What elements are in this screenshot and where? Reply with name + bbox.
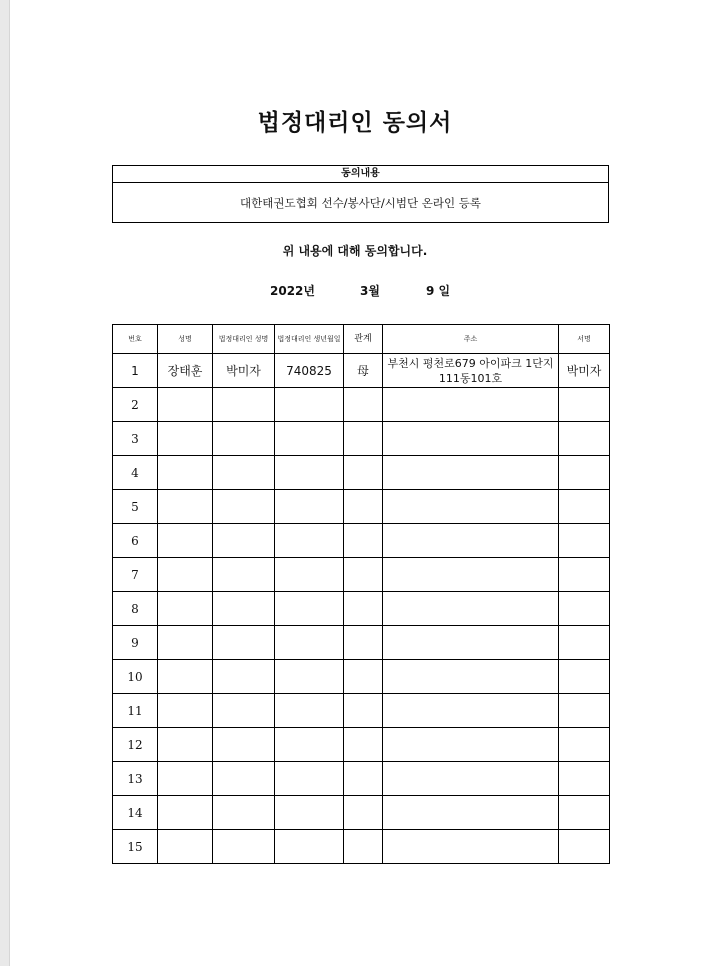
cell-relation xyxy=(344,524,383,558)
header-relation: 관계 xyxy=(344,325,383,354)
cell-name xyxy=(158,728,213,762)
cell-relation xyxy=(344,558,383,592)
cell-no: 6 xyxy=(113,524,158,558)
cell-signature xyxy=(559,728,610,762)
cell-no: 9 xyxy=(113,626,158,660)
consent-text: 대한태권도협회 선수/봉사단/시범단 온라인 등록 xyxy=(240,196,481,210)
cell-guardian-birth xyxy=(275,796,344,830)
cell-guardian-birth xyxy=(275,524,344,558)
cell-name xyxy=(158,524,213,558)
table-row xyxy=(113,354,610,388)
cell-address xyxy=(383,490,559,524)
cell-relation xyxy=(344,728,383,762)
cell-signature xyxy=(559,762,610,796)
cell-guardian-name xyxy=(213,660,275,694)
cell-name xyxy=(158,660,213,694)
cell-address: 부천시 평천로679 아이파크 1단지 111동101호 xyxy=(383,354,559,388)
cell-guardian-name xyxy=(213,762,275,796)
cell-signature xyxy=(559,490,610,524)
table-row xyxy=(113,558,610,592)
cell-guardian-birth xyxy=(275,830,344,864)
cell-guardian-name xyxy=(213,524,275,558)
cell-no: 14 xyxy=(113,796,158,830)
cell-no: 3 xyxy=(113,422,158,456)
cell-guardian-name xyxy=(213,490,275,524)
cell-signature xyxy=(559,796,610,830)
date-month: 3월 xyxy=(360,284,380,298)
cell-guardian-name xyxy=(213,558,275,592)
cell-name xyxy=(158,388,213,422)
cell-address xyxy=(383,592,559,626)
cell-signature: 박미자 xyxy=(559,354,610,388)
cell-guardian-birth: 740825 xyxy=(275,354,344,388)
header-guardian-birth: 법정대리인 생년월일 xyxy=(275,325,344,354)
cell-relation xyxy=(344,660,383,694)
header-address: 주소 xyxy=(383,325,559,354)
table-row xyxy=(113,694,610,728)
cell-signature xyxy=(559,694,610,728)
table-row xyxy=(113,524,610,558)
cell-name xyxy=(158,694,213,728)
cell-relation xyxy=(344,626,383,660)
table-row xyxy=(113,762,610,796)
cell-guardian-name xyxy=(213,388,275,422)
cell-guardian-name xyxy=(213,592,275,626)
header-no: 번호 xyxy=(113,325,158,354)
cell-signature xyxy=(559,388,610,422)
cell-address xyxy=(383,694,559,728)
cell-address xyxy=(383,626,559,660)
cell-relation xyxy=(344,830,383,864)
cell-name xyxy=(158,490,213,524)
table-row xyxy=(113,388,610,422)
table-row xyxy=(113,592,610,626)
cell-guardian-birth xyxy=(275,592,344,626)
document-title: 법정대리인 동의서 xyxy=(257,110,453,136)
viewer-left-margin xyxy=(0,0,10,966)
cell-no: 13 xyxy=(113,762,158,796)
cell-name: 장태훈 xyxy=(158,354,213,388)
cell-no: 10 xyxy=(113,660,158,694)
cell-no: 4 xyxy=(113,456,158,490)
cell-relation xyxy=(344,456,383,490)
cell-relation: 母 xyxy=(344,354,383,388)
cell-guardian-name xyxy=(213,728,275,762)
table-row xyxy=(113,796,610,830)
table-row xyxy=(113,660,610,694)
table-row xyxy=(113,456,610,490)
guardian-table xyxy=(112,324,610,864)
cell-no: 15 xyxy=(113,830,158,864)
cell-address xyxy=(383,830,559,864)
consent-box xyxy=(112,165,609,223)
cell-name xyxy=(158,762,213,796)
cell-relation xyxy=(344,796,383,830)
cell-address xyxy=(383,660,559,694)
date-year: 2022년 xyxy=(270,284,315,298)
cell-name xyxy=(158,830,213,864)
cell-signature xyxy=(559,456,610,490)
cell-guardian-name xyxy=(213,626,275,660)
cell-guardian-name xyxy=(213,694,275,728)
cell-guardian-birth xyxy=(275,558,344,592)
cell-name xyxy=(158,626,213,660)
cell-name xyxy=(158,558,213,592)
agree-statement: 위 내용에 대해 동의합니다. xyxy=(282,244,428,258)
cell-relation xyxy=(344,388,383,422)
cell-guardian-name xyxy=(213,830,275,864)
cell-guardian-birth xyxy=(275,762,344,796)
cell-guardian-name xyxy=(213,456,275,490)
cell-guardian-birth xyxy=(275,490,344,524)
cell-name xyxy=(158,592,213,626)
cell-relation xyxy=(344,422,383,456)
cell-signature xyxy=(559,830,610,864)
cell-guardian-name xyxy=(213,796,275,830)
cell-address xyxy=(383,762,559,796)
cell-address xyxy=(383,456,559,490)
cell-signature xyxy=(559,626,610,660)
cell-address xyxy=(383,796,559,830)
cell-guardian-name xyxy=(213,422,275,456)
cell-signature xyxy=(559,422,610,456)
cell-guardian-birth xyxy=(275,728,344,762)
cell-no: 7 xyxy=(113,558,158,592)
date-day: 9 일 xyxy=(426,284,451,298)
cell-relation xyxy=(344,762,383,796)
cell-guardian-birth xyxy=(275,626,344,660)
cell-guardian-birth xyxy=(275,388,344,422)
cell-guardian-birth xyxy=(275,422,344,456)
table-row xyxy=(113,728,610,762)
cell-signature xyxy=(559,660,610,694)
cell-address xyxy=(383,728,559,762)
table-row xyxy=(113,422,610,456)
table-row xyxy=(113,830,610,864)
table-row xyxy=(113,626,610,660)
header-name: 성명 xyxy=(158,325,213,354)
cell-no: 12 xyxy=(113,728,158,762)
cell-name xyxy=(158,796,213,830)
cell-relation xyxy=(344,694,383,728)
cell-no: 1 xyxy=(113,354,158,388)
cell-signature xyxy=(559,524,610,558)
cell-name xyxy=(158,422,213,456)
cell-guardian-birth xyxy=(275,694,344,728)
cell-no: 5 xyxy=(113,490,158,524)
table-row xyxy=(113,490,610,524)
cell-signature xyxy=(559,592,610,626)
cell-signature xyxy=(559,558,610,592)
header-guardian-name: 법정대리인 성명 xyxy=(213,325,275,354)
cell-address xyxy=(383,388,559,422)
cell-address xyxy=(383,558,559,592)
cell-relation xyxy=(344,592,383,626)
cell-name xyxy=(158,456,213,490)
cell-guardian-birth xyxy=(275,660,344,694)
cell-no: 11 xyxy=(113,694,158,728)
table-header-row xyxy=(113,325,610,354)
cell-no: 2 xyxy=(113,388,158,422)
cell-relation xyxy=(344,490,383,524)
cell-guardian-birth xyxy=(275,456,344,490)
cell-address xyxy=(383,524,559,558)
header-signature: 서명 xyxy=(559,325,610,354)
cell-address xyxy=(383,422,559,456)
consent-header: 동의내용 xyxy=(113,166,608,183)
cell-guardian-name: 박미자 xyxy=(213,354,275,388)
cell-no: 8 xyxy=(113,592,158,626)
